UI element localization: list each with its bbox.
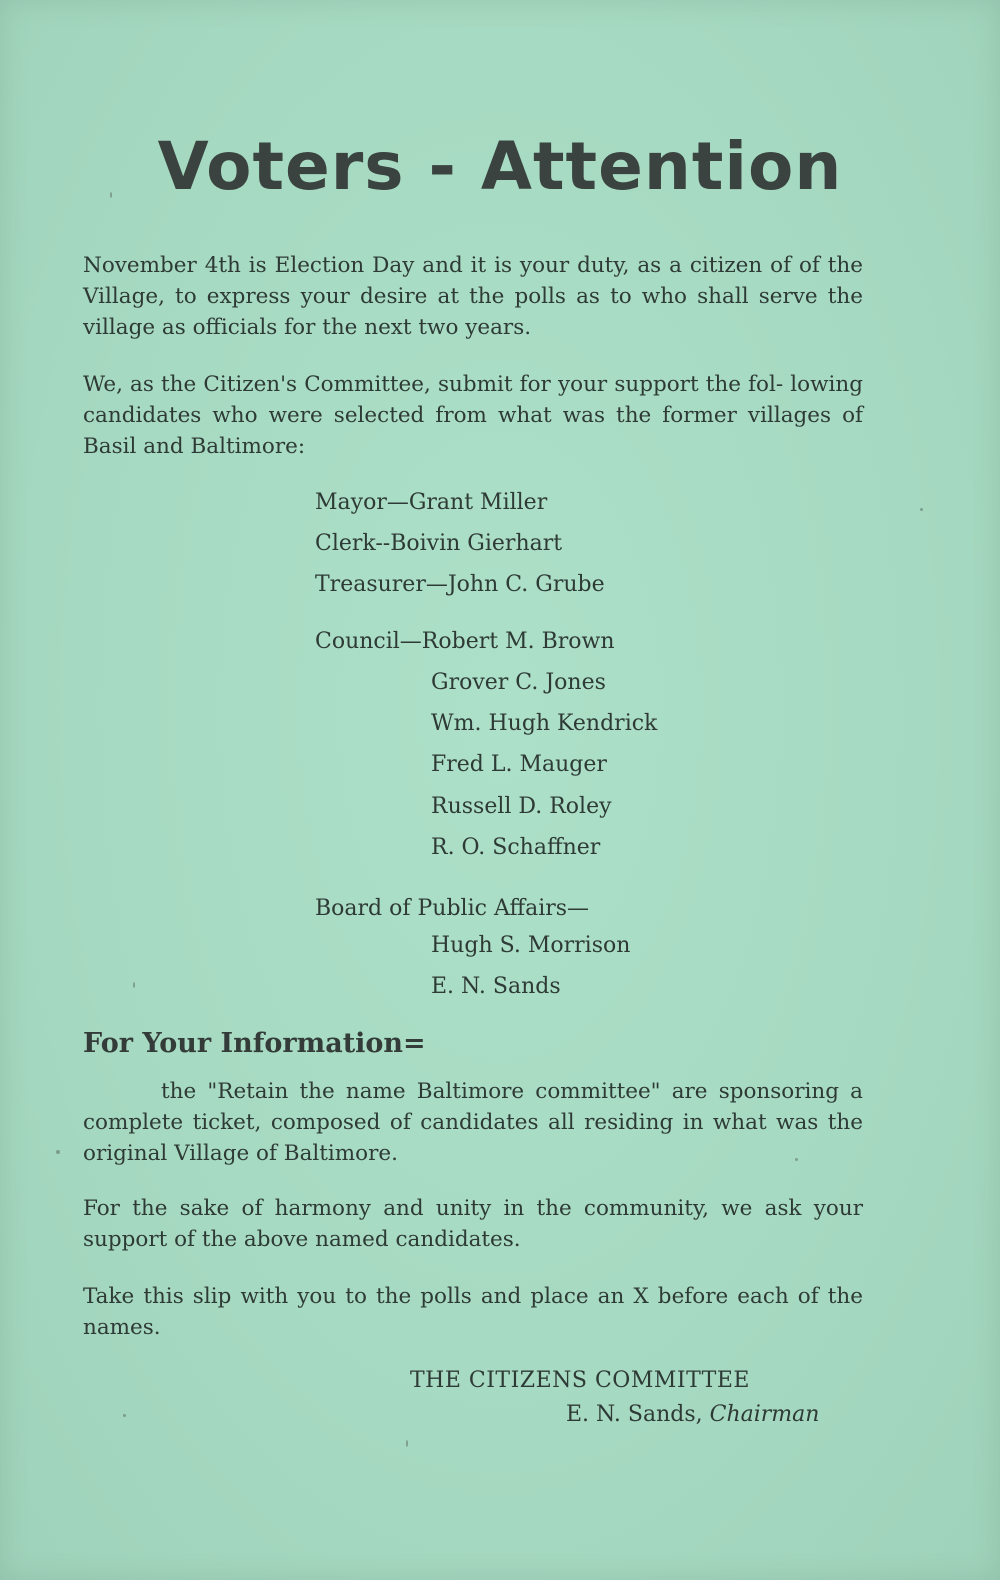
signature-organization: THE CITIZENS COMMITTEE — [410, 1368, 750, 1393]
instructions-paragraph: Take this slip with you to the polls and place an X before each of the names. — [83, 1284, 863, 1340]
paper-speck — [123, 1414, 126, 1417]
candidate-council: R. O. Schaffner — [431, 835, 601, 860]
info-paragraph: the "Retain the name Baltimore committee" are sponsoring a complete ticket, composed of candidates all residing in what was the original Village of Baltimore. — [83, 1079, 863, 1166]
candidate-board: E. N. Sands — [431, 974, 561, 999]
signature-role: Chairman — [709, 1402, 820, 1427]
candidate-treasurer: Treasurer—John C. Grube — [315, 572, 605, 597]
signature-line — [566, 1402, 819, 1427]
candidate-mayor: Mayor—Grant Miller — [315, 490, 548, 515]
board-of-public-affairs-label: Board of Public Affairs— — [315, 896, 590, 921]
candidate-council-first: Council—Robert M. Brown — [315, 629, 615, 654]
candidate-council: Wm. Hugh Kendrick — [431, 711, 658, 736]
info-heading: For Your Information= — [83, 1028, 426, 1059]
candidate-board: Hugh S. Morrison — [431, 933, 631, 958]
candidate-council: Fred L. Mauger — [431, 752, 607, 777]
candidate-council: Russell D. Roley — [431, 794, 612, 819]
page-title: Voters - Attention — [157, 128, 843, 205]
candidate-council: Grover C. Jones — [431, 670, 606, 695]
committee-paragraph: We, as the Citizen's Committee, submit for your support the fol- lowing candidates who were selected from what was the former villages of Basil and Baltimore: — [83, 372, 863, 459]
paper-speck — [406, 1440, 408, 1447]
election-day-paragraph: November 4th is Election Day and it is your duty, as a citizen of of the Village, to express your desire at the polls as to who shall serve the village as officials for the next two years. — [83, 253, 863, 340]
paper-speck — [920, 508, 923, 511]
paper-speck — [56, 1150, 60, 1154]
harmony-paragraph: For the sake of harmony and unity in the community, we ask your support of the above named candidates. — [83, 1196, 863, 1252]
paper-speck — [133, 982, 135, 988]
signature-name: E. N. Sands, — [566, 1402, 703, 1427]
candidate-clerk: Clerk--Boivin Gierhart — [315, 531, 563, 556]
